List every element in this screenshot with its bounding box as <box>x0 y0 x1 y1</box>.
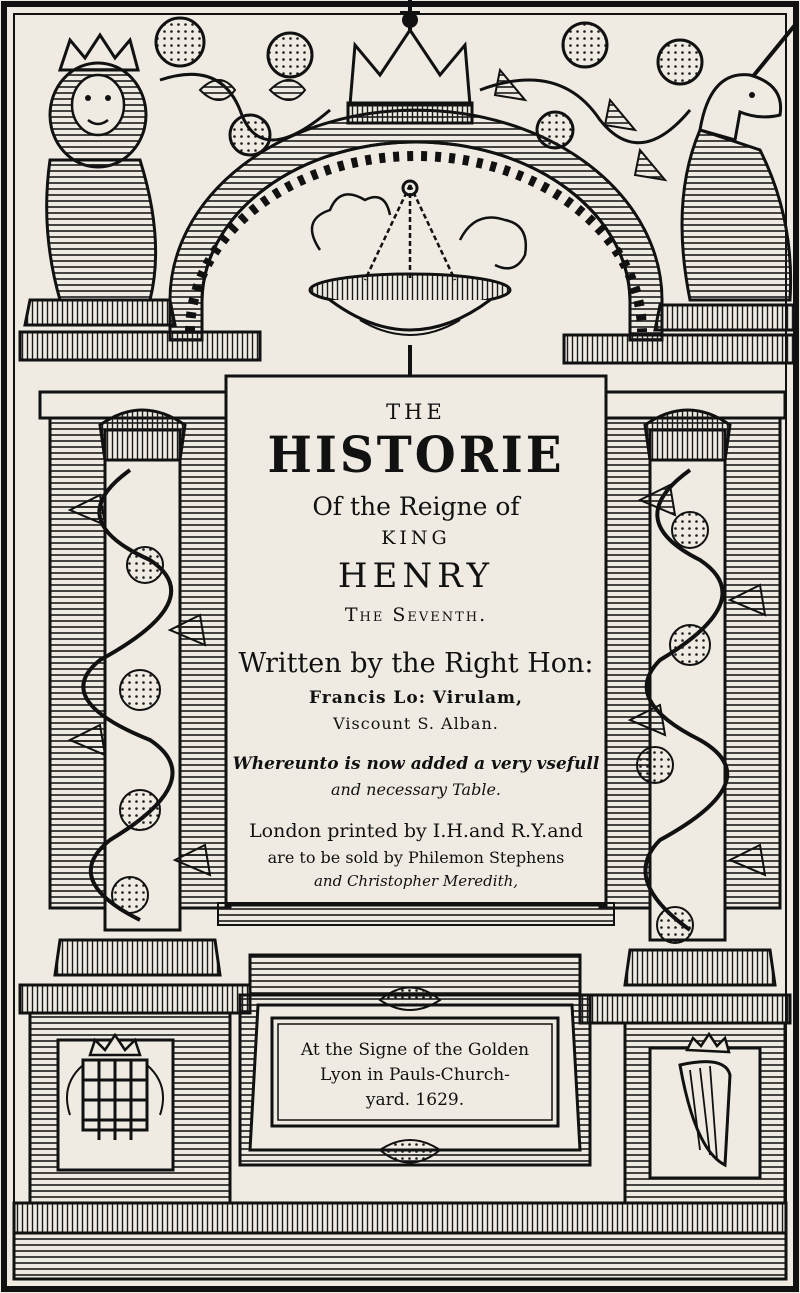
heading-historie: HISTORIE <box>267 426 565 485</box>
sign-line-3: yard. 1629. <box>365 1090 465 1110</box>
heading-king: KING <box>381 527 451 549</box>
sign-line-2: Lyon in Pauls-Church- <box>320 1065 510 1085</box>
hanging-lamp-icon <box>310 181 526 385</box>
imprint-line-1: London printed by I.H.and R.Y.and <box>249 820 583 842</box>
imprint-line-2: are to be sold by Philemon Stephens <box>267 848 565 867</box>
heading-seventh: The Seventh. <box>344 604 488 626</box>
author-intro: Written by the Right Hon: <box>238 648 594 679</box>
author-title: Viscount S. Alban. <box>333 714 499 733</box>
heading-henry: HENRY <box>337 556 495 596</box>
addition-line-1: Whereunto is now added a very vsefull <box>232 754 600 774</box>
lion-icon <box>25 35 175 325</box>
heading-reigne: Of the Reigne of <box>312 492 520 521</box>
right-column <box>600 410 780 985</box>
title-panel <box>228 378 604 903</box>
crown-icon <box>348 0 472 123</box>
author-name: Francis Lo: Virulam, <box>309 688 523 708</box>
sign-line-1: At the Signe of the Golden <box>300 1040 530 1060</box>
heading-the: THE <box>386 400 446 424</box>
addition-line-2: and necessary Table. <box>331 780 501 799</box>
sign-cartouche <box>280 1022 550 1114</box>
imprint-line-3: and Christopher Meredith, <box>313 872 519 890</box>
